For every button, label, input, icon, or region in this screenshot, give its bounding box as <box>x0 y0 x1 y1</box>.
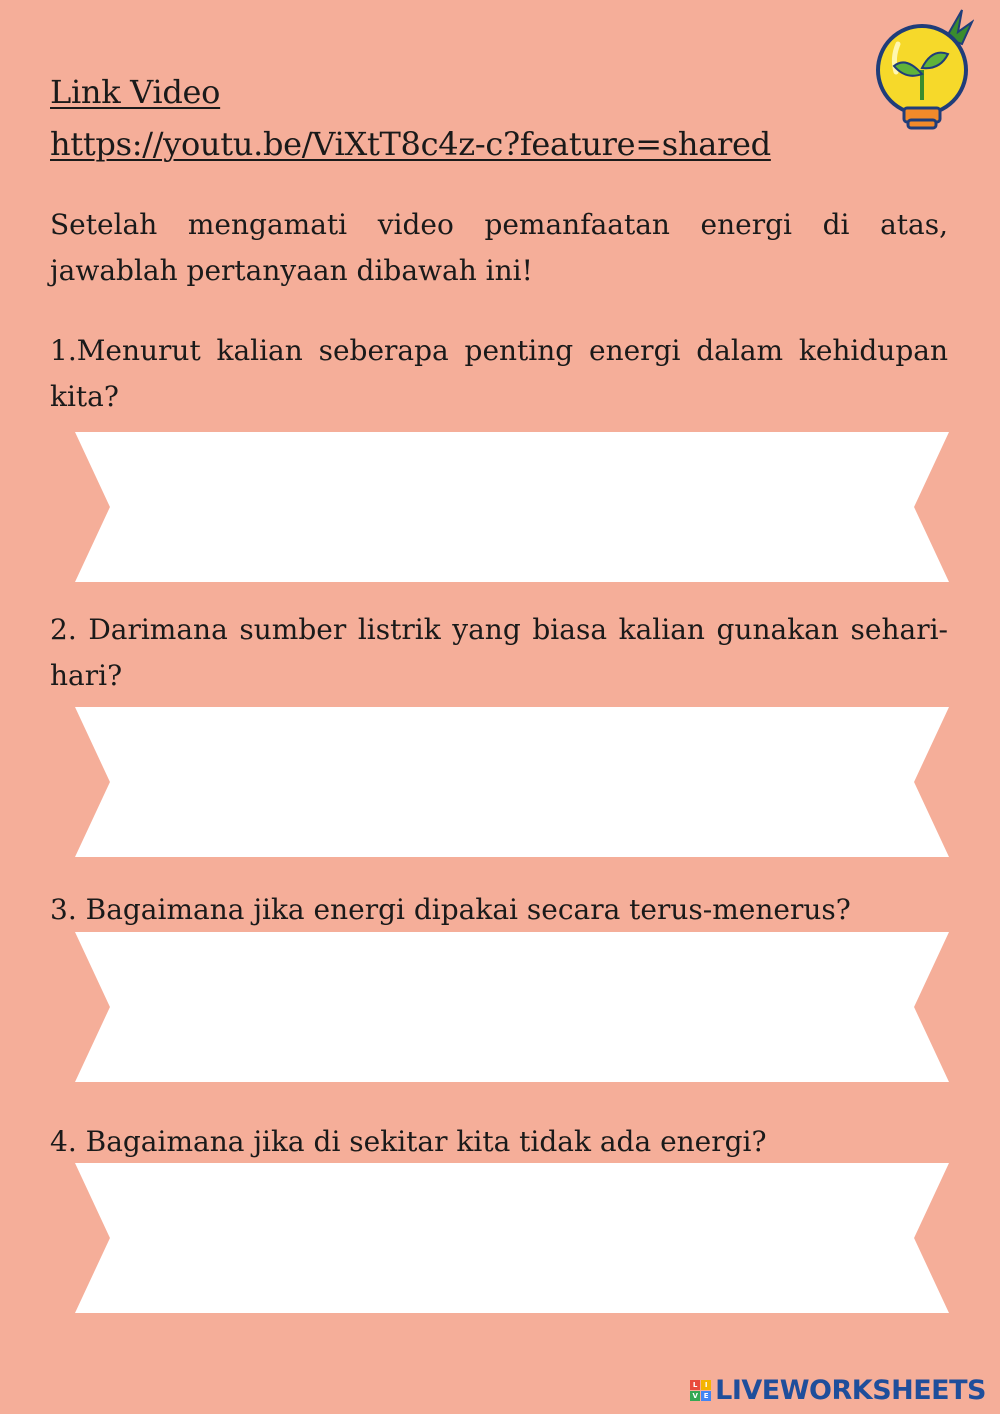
logo-letter: V <box>690 1391 700 1401</box>
video-link[interactable]: https://youtu.be/ViXtT8c4z-c?feature=shared <box>50 125 771 163</box>
question-1: 1.Menurut kalian seberapa penting energi dalam kehidupan kita? <box>50 334 948 413</box>
lightbulb-plant-icon <box>866 8 974 132</box>
logo-letter: L <box>690 1380 700 1390</box>
question-3: 3. Bagaimana jika energi dipakai secara terus-menerus? <box>50 893 851 926</box>
liveworksheets-logo-icon <box>690 1380 711 1401</box>
liveworksheets-footer <box>690 1375 986 1406</box>
answer-box-2[interactable] <box>75 707 949 857</box>
logo-letter: E <box>701 1391 711 1401</box>
answer-box-4[interactable] <box>75 1163 949 1313</box>
answer-box-1[interactable] <box>75 432 949 582</box>
answer-box-3[interactable] <box>75 932 949 1082</box>
brand-name: LIVEWORKSHEETS <box>715 1375 986 1406</box>
logo-letter: I <box>701 1380 711 1390</box>
question-4: 4. Bagaimana jika di sekitar kita tidak ada energi? <box>50 1125 767 1158</box>
question-2: 2. Darimana sumber listrik yang biasa kalian gunakan sehari-hari? <box>50 613 948 692</box>
link-video-label[interactable]: Link Video <box>50 73 221 111</box>
instruction-text: Setelah mengamati video pemanfaatan energi di atas, jawablah pertanyaan dibawah ini! <box>50 208 948 287</box>
